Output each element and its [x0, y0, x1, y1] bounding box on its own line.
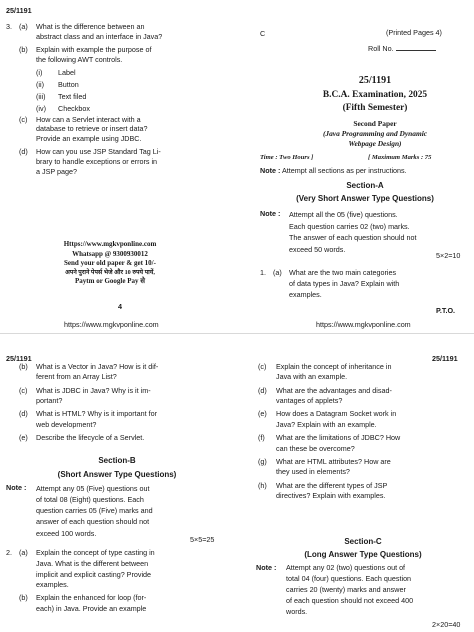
roll-no-label: Roll No. [368, 44, 394, 53]
item-text: Label [58, 67, 76, 77]
item-label: (c) [19, 385, 28, 395]
item-label: (h) [258, 480, 267, 490]
subject-line-1: (Java Programming and Dynamic [322, 128, 428, 138]
cover-note-text: Attempt all sections as per instructions. [281, 166, 407, 175]
q3-a [6, 22, 231, 42]
section-c-note-line: carries 20 (twenty) marks and answer [286, 584, 406, 594]
ad-whatsapp: Whatsapp @ 9300930012 [72, 249, 148, 258]
q2-a [19, 548, 230, 591]
p3-item-h [258, 481, 470, 502]
section-a-marks: 5×2=10 [436, 251, 461, 260]
q2 [6, 548, 230, 615]
item-line: What is JDBC in Java? Why is it im- [36, 385, 151, 395]
cover-header [290, 74, 460, 149]
page-4-code: 25/1191 [6, 6, 32, 15]
q1-a-label: (a) [273, 268, 282, 277]
item-label: (f) [258, 433, 265, 443]
q3-a-label: (a) [19, 22, 28, 31]
q3-b-item-3 [36, 92, 231, 102]
item-text: Text filed [58, 91, 87, 101]
section-b-note-label: Note : [6, 483, 27, 492]
item-line: portant? [36, 396, 63, 406]
item-text: Checkbox [58, 103, 90, 113]
page-3-code: 25/1191 [432, 354, 458, 363]
roll-no [368, 44, 436, 54]
section-b-note-line: Attempt any 05 (Five) questions out [36, 484, 150, 493]
q3-a-line-1: What is the difference between an [36, 22, 145, 31]
section-a-note-label: Note : [260, 209, 281, 218]
q3-d-label: (d) [19, 147, 28, 157]
p3-item-c [258, 362, 470, 383]
page-4-footer-url[interactable]: https://www.mgkvponline.com [64, 320, 159, 329]
q3-d [6, 147, 231, 177]
section-a-title: Section-A [346, 181, 384, 190]
p3-item-f [258, 433, 470, 454]
section-a-note-line-3: The answer of each question should not [289, 233, 417, 243]
section-c-note [256, 563, 470, 618]
section-a-note-line-4: exceed 50 words. [289, 244, 346, 254]
p2-item-b [19, 362, 229, 383]
cover-note [260, 166, 470, 176]
section-c-note-line: of each question should not exceed 400 [286, 595, 414, 605]
q1-number: 1. [260, 268, 266, 277]
section-c-note-line: total 04 (four) questions. Each question [286, 573, 412, 583]
q3-c-label: (c) [19, 114, 28, 124]
ad-block [40, 240, 180, 286]
q1-a-line-2: of data types in Java? Explain with [289, 279, 400, 289]
q2-number: 2. [6, 548, 12, 557]
item-line: What is a Vector in Java? How is it dif- [36, 362, 159, 371]
p3-item-g [258, 457, 470, 478]
item-label: (g) [258, 456, 267, 466]
item-line: implicit and explicit casting? Provide [36, 569, 152, 579]
item-label: (i) [36, 67, 43, 77]
ad-offer: Send your old paper & get 10/- [64, 259, 156, 268]
q3-a-text [36, 22, 231, 42]
item-line: Java. What is the different between [36, 558, 149, 568]
section-c-note-line: words. [286, 606, 308, 616]
item-line: What is HTML? Why is it important for [36, 409, 158, 419]
q3-b [6, 45, 231, 114]
exam-title: B.C.A. Examination, 2025 [322, 89, 428, 100]
cover-note-label: Note : [260, 166, 281, 175]
section-c-note-label: Note : [256, 563, 277, 572]
p2-item-d [19, 409, 229, 430]
p3-item-d [258, 386, 470, 407]
item-line: they used in elements? [276, 467, 350, 477]
item-line: Explain the enhanced for loop (for- [36, 593, 147, 603]
ad-hindi-line: अपने पुराने पेपर्स भेजे और 10 रुपये पायें, [65, 268, 155, 276]
section-b-marks: 5×5=25 [190, 535, 215, 544]
section-a-note [260, 209, 472, 256]
q1-a [260, 267, 470, 300]
cover-code-letter: C [260, 29, 266, 38]
q3-b-item-4 [36, 104, 231, 114]
item-label: (c) [258, 362, 267, 371]
q3-b-label: (b) [19, 44, 28, 54]
max-marks: [ Maximum Marks : 75 [368, 154, 432, 161]
paper-name: Second Paper [353, 118, 397, 128]
section-a-subtitle: (Very Short Answer Type Questions) [296, 194, 434, 203]
section-b-note-line: of total 08 (Eight) questions. Each [36, 495, 144, 505]
item-label: (e) [258, 409, 267, 419]
item-line: vantages of applets? [276, 396, 343, 406]
item-line: Java? Explain with an example. [276, 419, 377, 429]
section-b-note-line: answer of each question should not [36, 517, 150, 527]
page-2-code: 25/1191 [6, 354, 32, 363]
q3-number: 3. [6, 22, 12, 31]
item-line: Explain the concept of type casting in [36, 548, 155, 557]
item-line: What are the limitations of JDBC? How [276, 433, 401, 443]
q3-b-item-1 [36, 68, 231, 78]
q3-b-item-2 [36, 80, 231, 90]
q1-a-line-1: What are the two main categories [289, 268, 397, 277]
q3-b-text [36, 45, 231, 114]
page-number: 4 [118, 302, 122, 311]
page-4 [6, 6, 231, 177]
item-label: (iv) [36, 103, 46, 113]
q3-b-line-2: the following AWT controls. [36, 54, 123, 64]
item-label: (a) [19, 548, 28, 557]
q3-d-line-1: How can you use JSP Standard Tag Li- [36, 147, 161, 157]
item-label: (iii) [36, 91, 46, 101]
item-line: can these be overcome? [276, 443, 355, 453]
ad-payment: Paytm or Google Pay से [75, 276, 145, 285]
p2-item-e [19, 433, 229, 443]
section-a-note-line-2: Each question carries 02 (two) marks. [289, 221, 410, 231]
item-line: How does a Datagram Socket work in [276, 409, 397, 419]
pto-label: P.T.O. [436, 306, 456, 315]
section-a-note-line-1: Attempt all the 05 (five) questions. [289, 210, 398, 219]
section-b-title: Section-B [98, 456, 136, 465]
ad-website[interactable]: Https://www.mgkvponline.com [63, 240, 157, 248]
q1-a-line-3: examples. [289, 290, 322, 300]
q3-c [6, 115, 231, 145]
item-line: Explain the concept of inheritance in [276, 362, 392, 371]
section-c-subtitle: (Long Answer Type Questions) [304, 550, 422, 559]
section-b-note-line: question carries 05 (Five) marks and [36, 506, 153, 516]
item-label: (ii) [36, 79, 44, 89]
section-c-title: Section-C [344, 537, 382, 546]
cover-footer-url[interactable]: https://www.mgkvponline.com [316, 320, 411, 329]
q3-c-text [36, 115, 231, 145]
q3-d-line-3: a JSP page? [36, 167, 78, 177]
q3-b-line-1: Explain with example the purpose of [36, 44, 152, 54]
section-b-subtitle: (Short Answer Type Questions) [57, 470, 177, 479]
q3-c-line-1: How can a Servlet interact with a [36, 114, 141, 124]
q3-a-line-2: abstract class and an interface in Java? [36, 31, 163, 41]
printed-pages: (Printed Pages 4) [386, 28, 442, 37]
q3-c-line-2: database to retrieve or insert data? [36, 124, 148, 134]
item-label: (d) [258, 385, 267, 395]
p3-item-e [258, 409, 470, 430]
item-line: Describe the lifecycle of a Servlet. [36, 433, 145, 443]
section-c-note-line: Attempt any 02 (two) questions out of [286, 563, 406, 572]
item-label: (d) [19, 409, 28, 419]
item-text: Button [58, 79, 79, 89]
item-label: (e) [19, 433, 28, 443]
section-b-note [6, 483, 230, 539]
section-b-note-line: exceed 100 words. [36, 528, 97, 538]
item-line: each) in Java. Provide an example [36, 603, 147, 613]
item-label: (b) [19, 362, 28, 371]
item-line: What are HTML attributes? How are [276, 456, 391, 466]
roll-no-field[interactable] [396, 45, 436, 51]
q2-b [19, 593, 230, 615]
item-line: directives? Explain with examples. [276, 490, 386, 500]
q3-d-line-2: brary to handle exceptions or errors in [36, 157, 158, 167]
time-limit: Time : Two Hours ] [260, 154, 314, 161]
page-3-questions [258, 362, 470, 501]
paper-code: 25/1191 [358, 75, 392, 86]
p2-item-c [19, 386, 229, 407]
page-2-questions [19, 362, 229, 444]
semester: (Fifth Semester) [342, 102, 408, 113]
item-label: (b) [19, 593, 28, 603]
subject-line-2: Webpage Design) [348, 139, 402, 149]
item-line: examples. [36, 580, 69, 590]
item-line: What are the advantages and disad- [276, 385, 392, 395]
item-line: What are the different types of JSP [276, 480, 388, 490]
item-line: ferent from an Array List? [36, 372, 117, 382]
q3-d-text [36, 147, 231, 177]
item-line: Java with an example. [276, 372, 348, 382]
item-line: web development? [36, 419, 97, 429]
page-divider [0, 333, 474, 334]
section-c-marks: 2×20=40 [432, 620, 461, 629]
q3-c-line-3: Provide an example using JDBC. [36, 134, 142, 144]
